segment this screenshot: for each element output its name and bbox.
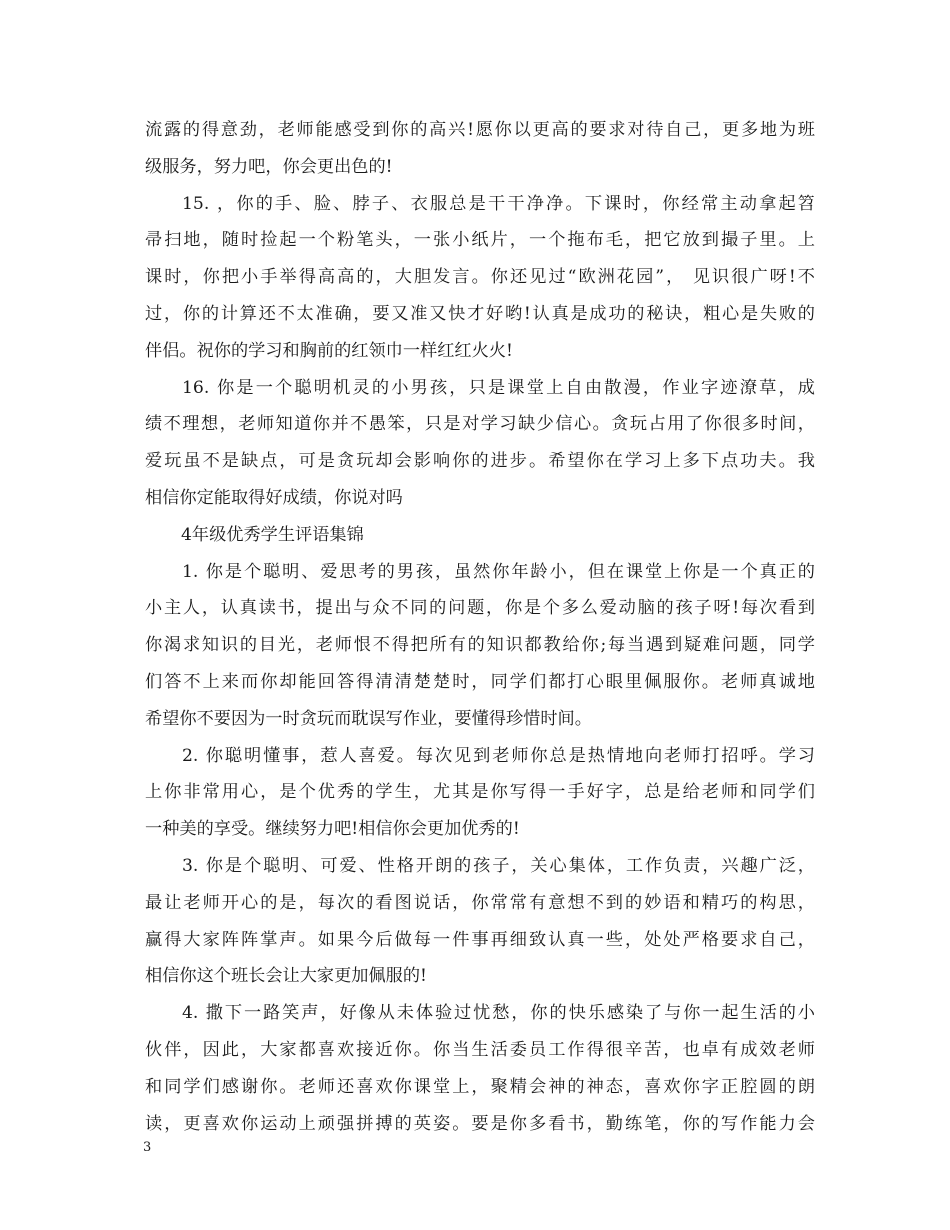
- text-line: 读，更喜欢你运动上顽强拼搏的英姿。要是你多看书，勤练笔，你的写作能力会: [145, 1113, 815, 1134]
- text-line: 4. 撒下一路笑声，好像从未体验过忧愁，你的快乐感染了与你一起生活的小: [182, 1003, 815, 1024]
- text-line: 希望你不要因为一时贪玩而耽误写作业，要懂得珍惜时间。: [145, 708, 592, 729]
- text-line: 爱玩虽不是缺点，可是贪玩却会影响你的进步。希望你在学习上多下点功夫。我: [145, 451, 815, 472]
- text-line: 过，你的计算还不太准确，要又准又快才好哟!认真是成功的秘诀，粗心是失败的: [145, 303, 815, 324]
- text-line: 绩不理想，老师知道你并不愚笨，只是对学习缺少信心。贪玩占用了你很多时间，: [145, 414, 815, 435]
- text-line: 1. 你是个聪明、爱思考的男孩，虽然你年龄小，但在课堂上你是一个真正的: [182, 561, 815, 582]
- text-line: 帚扫地，随时捡起一个粉笔头，一张小纸片，一个拖布毛，把它放到撮子里。上: [145, 230, 815, 251]
- text-line: 和同学们感谢你。老师还喜欢你课堂上，聚精会神的神态，喜欢你字正腔圆的朗: [145, 1076, 815, 1097]
- text-line: 2. 你聪明懂事，惹人喜爱。每次见到老师你总是热情地向老师打招呼。学习: [182, 745, 815, 766]
- paragraph: [145, 738, 815, 848]
- text-line: 课时，你把小手举得高高的，大胆发言。你还见过“欧洲花园”， 见识很广呀!不: [145, 267, 815, 288]
- paragraph: [145, 554, 815, 738]
- text-line: 3. 你是个聪明、可爱、性格开朗的孩子，关心集体，工作负责，兴趣广泛，: [182, 855, 815, 876]
- text-line: 最让老师开心的是，每次的看图说话，你常常有意想不到的妙语和精巧的构思，: [145, 892, 815, 913]
- paragraph: [145, 848, 815, 995]
- text-line: 你渴求知识的目光，老师恨不得把所有的知识都教给你;每当遇到疑难问题，同学: [145, 635, 815, 656]
- text-line: 上你非常用心，是个优秀的学生，尤其是你写得一手好字，总是给老师和同学们: [145, 782, 815, 803]
- text-line: 相信你这个班长会让大家更加佩服的!: [145, 966, 427, 987]
- text-line: 小主人，认真读书，提出与众不同的问题，你是个多么爱动脑的孩子呀!每次看到: [145, 598, 815, 619]
- paragraph-continuation: [145, 112, 815, 186]
- paragraph: [145, 995, 815, 1142]
- text-line: 一种美的享受。继续努力吧!相信你会更加优秀的!: [145, 819, 520, 840]
- page-number: 3: [143, 1140, 152, 1155]
- text-line: 们答不上来而你却能回答得清清楚楚时，同学们都打心眼里佩服你。老师真诚地: [145, 671, 815, 692]
- text-line: 级服务，努力吧，你会更出色的!: [145, 156, 393, 177]
- paragraph: [145, 370, 815, 517]
- text-line: 赢得大家阵阵掌声。如果今后做每一件事再细致认真一些，处处严格要求自己，: [145, 929, 815, 950]
- document-body: [145, 112, 815, 1142]
- text-line: 流露的得意劲，老师能感受到你的高兴!愿你以更高的要求对待自己，更多地为班: [145, 120, 815, 140]
- section-heading: [145, 517, 815, 554]
- text-line: 16. 你是一个聪明机灵的小男孩，只是课堂上自由散漫，作业字迹潦草，成: [182, 377, 815, 398]
- text-line: 伴侣。祝你的学习和胸前的红领巾一样红红火火!: [145, 340, 513, 361]
- paragraph: [145, 186, 815, 370]
- text-line: 相信你定能取得好成绩，你说对吗: [145, 487, 403, 508]
- text-line: 15. ，你的手、脸、脖子、衣服总是干干净净。下课时，你经常主动拿起笤: [182, 193, 815, 214]
- text-line: 伙伴，因此，大家都喜欢接近你。你当生活委员工作得很辛苦，也卓有成效老师: [145, 1039, 815, 1060]
- text-line: 4年级优秀学生评语集锦: [181, 524, 364, 545]
